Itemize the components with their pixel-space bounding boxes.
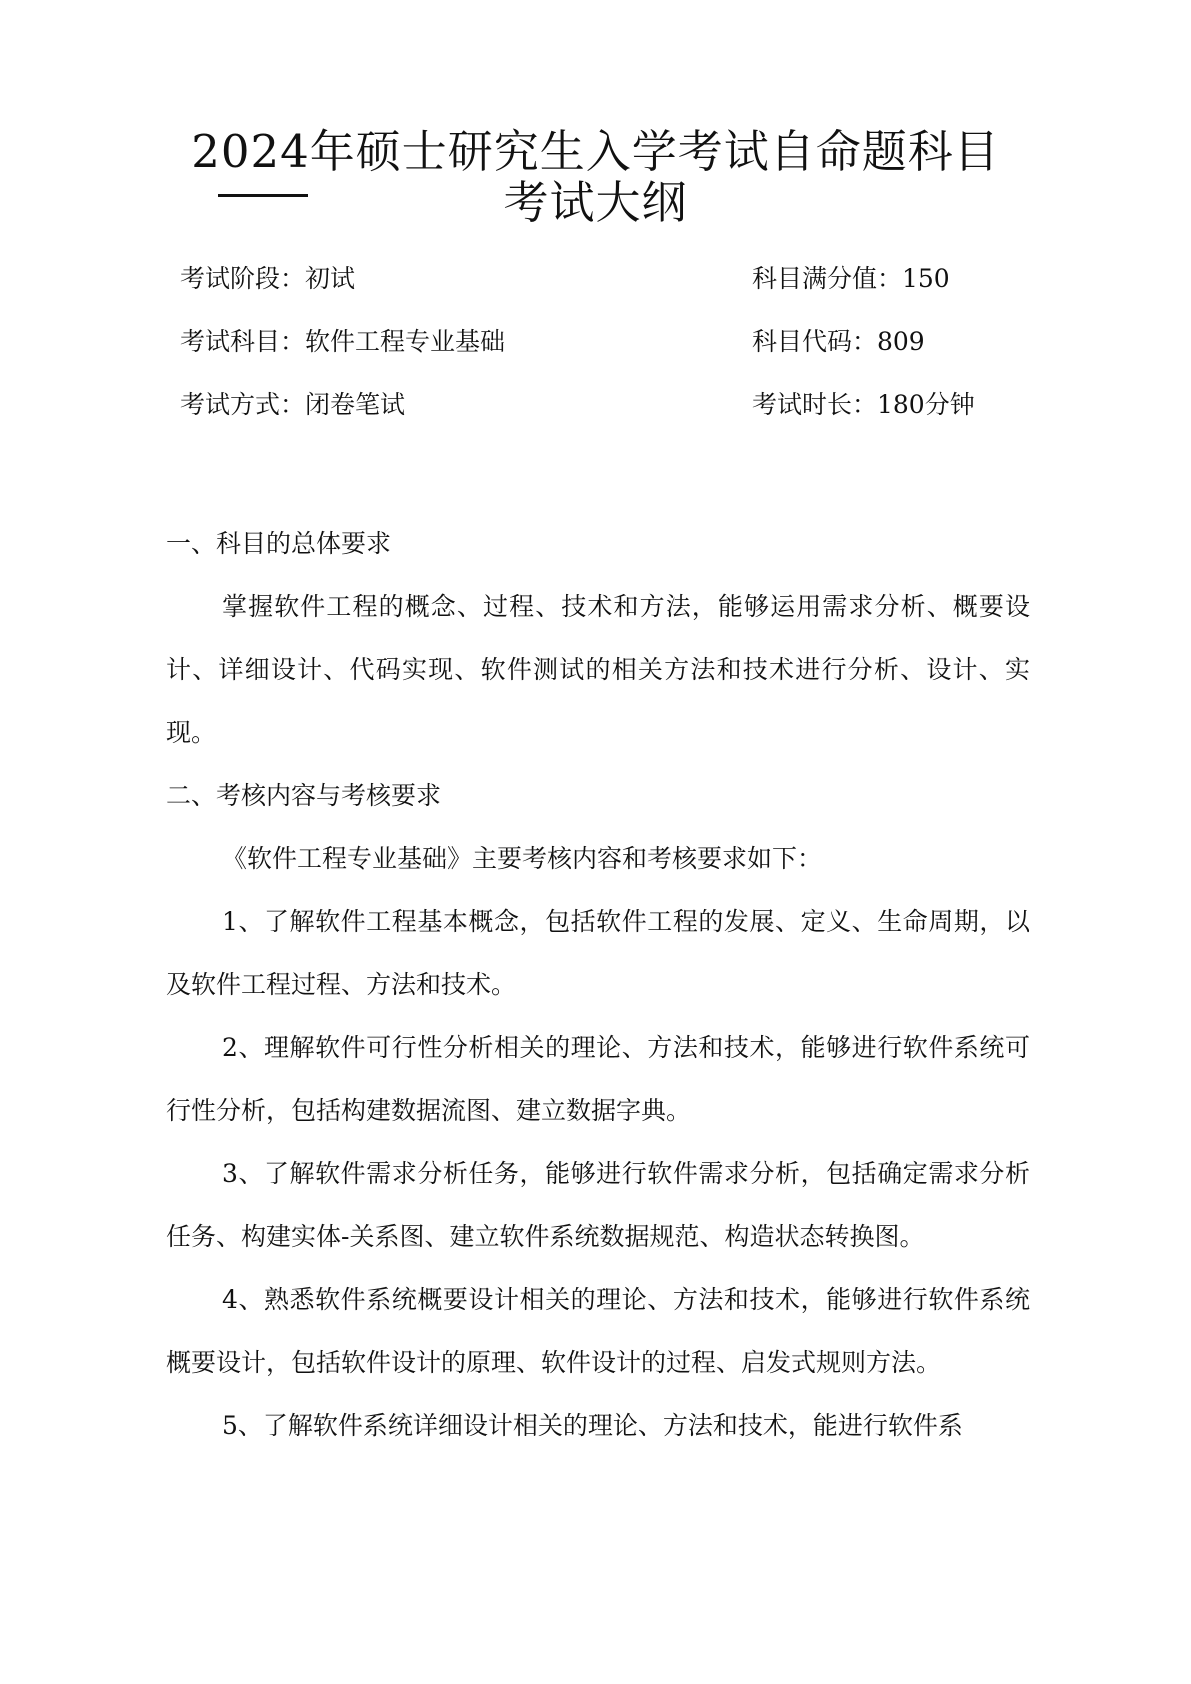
exam-method: 考试方式：闭卷笔试 — [180, 390, 406, 419]
list-item-4: 4、熟悉软件系统概要设计相关的理论、方法和技术，能够进行软件系统概要设计，包括软件设计的原理、软件设计的过程、启发式规则方法。 — [166, 1285, 1030, 1377]
section-heading-2: 二、考核内容与考核要求 — [166, 781, 442, 810]
exam-stage: 考试阶段：初试 — [180, 264, 356, 293]
section-heading-1: 一、科目的总体要求 — [166, 529, 392, 558]
document-title-line2: 考试大纲 — [503, 176, 688, 229]
document-title-line1: 2024年硕士研究生入学考试自命题科目 — [191, 125, 1000, 178]
list-item-1: 1、了解软件工程基本概念，包括软件工程的发展、定义、生命周期，以及软件工程过程、方法和技术。 — [166, 907, 1030, 999]
document-body — [166, 512, 1030, 1457]
subject-code: 科目代码：809 — [752, 327, 925, 356]
exam-duration: 考试时长：180分钟 — [752, 390, 975, 419]
list-item-3: 3、了解软件需求分析任务，能够进行软件需求分析，包括确定需求分析任务、构建实体-关系图、建立软件系统数据规范、构造状态转换图。 — [166, 1159, 1030, 1251]
section-paragraph-1: 掌握软件工程的概念、过程、技术和方法，能够运用需求分析、概要设计、详细设计、代码实现、软件测试的相关方法和技术进行分析、设计、实现。 — [166, 592, 1030, 747]
section-intro-2: 《软件工程专业基础》主要考核内容和考核要求如下： — [222, 844, 823, 873]
list-item-2: 2、理解软件可行性分析相关的理论、方法和技术，能够进行软件系统可行性分析，包括构建数据流图、建立数据字典。 — [166, 1033, 1030, 1125]
exam-subject: 考试科目：软件工程专业基础 — [180, 327, 506, 356]
full-score: 科目满分值：150 — [752, 264, 950, 293]
list-item-5: 5、了解软件系统详细设计相关的理论、方法和技术，能进行软件系 — [222, 1411, 963, 1440]
